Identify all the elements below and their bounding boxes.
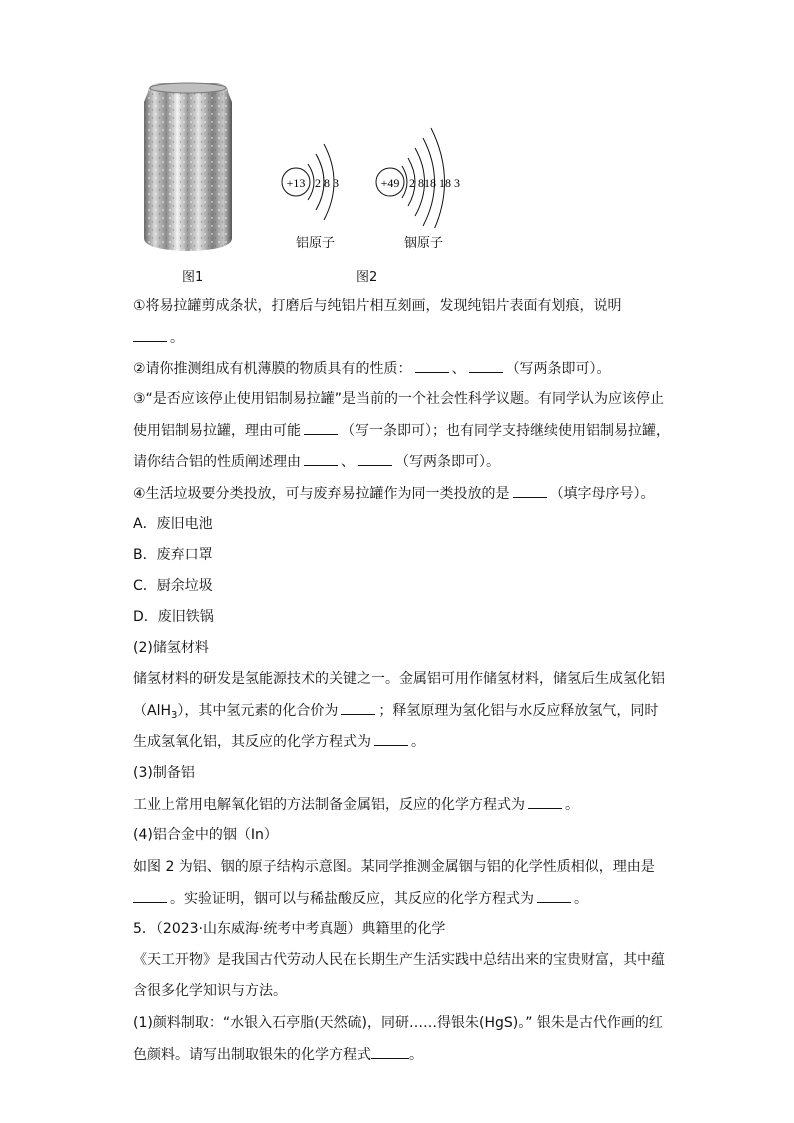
q1-line1: ①将易拉罐剪成条状，打磨后与纯铝片相互刻画，发现纯铝片表面有划痕，说明: [133, 298, 622, 314]
part4-line1: 如图 2 为铝、铟的原子结构示意图。某同学推测金属铟与铝的化学性质相似，理由是: [133, 859, 655, 875]
part2-title: (2)储氢材料: [133, 640, 209, 656]
q4-option-b: B．废弃口罩: [133, 547, 213, 563]
answer-blank[interactable]: [304, 420, 338, 435]
aluminum-can-image: [140, 80, 236, 252]
part2-line3: 生成氢氧化铝，其反应的化学方程式为 。: [133, 731, 425, 752]
answer-blank[interactable]: [415, 358, 449, 373]
q5-p1-line1: (1)颜料制取：“水银入石亭脂(天然硫)，同研……得银朱(HgS)。” 银朱是古代作画的红: [133, 1015, 663, 1031]
answer-blank[interactable]: [304, 451, 338, 466]
answer-blank[interactable]: [371, 1044, 409, 1059]
q4-line: ④生活垃圾要分类投放，可与废弃易拉罐作为同一类投放的是 （填字母序号）。: [133, 483, 655, 504]
answer-blank[interactable]: [133, 888, 167, 903]
aluminum-atom-label: 铝原子: [296, 236, 336, 251]
part2-line2: （AlH$_3$），其中氢元素的化合价为 ；释氢原理为氢化铝与水反应释放氢气，同时: [133, 700, 658, 726]
q4-option-a: A．废旧电池: [133, 516, 213, 532]
q1-line2: 。: [133, 327, 184, 348]
indium-atom: [376, 128, 460, 228]
q5-intro-line2: 含很多化学知识与方法。: [133, 983, 287, 999]
indium-atom-label: 铟原子: [404, 236, 444, 251]
answer-blank[interactable]: [537, 888, 571, 903]
indium-electron-shells: 2 818 18 3: [409, 176, 460, 190]
indium-nucleus: +49: [380, 176, 400, 190]
part4-line2: 。实验证明，铟可以与稀盐酸反应，其反应的化学方程式为 。: [133, 888, 588, 909]
answer-blank[interactable]: [341, 700, 375, 715]
q4-option-d: D．废旧铁锅: [133, 609, 214, 625]
answer-blank[interactable]: [528, 794, 562, 809]
answer-blank[interactable]: [513, 483, 547, 498]
answer-blank[interactable]: [374, 731, 408, 746]
q3-line1: ③“是否应该停止使用铝制易拉罐”是当前的一个社会性科学议题。有同学认为应该停止: [133, 391, 665, 407]
aluminum-atom: [282, 144, 339, 220]
q3-line3: 请你结合铝的性质阐述理由 、 （写两条即可）。: [133, 451, 500, 472]
q5-p1-line2: 色颜料。请写出制取银朱的化学方程式 。: [133, 1044, 423, 1065]
q5-heading: 5．（2023·山东威海·统考中考真题）典籍里的化学: [133, 921, 446, 937]
q2-line: ②请你推测组成有机薄膜的物质具有的性质： 、 （写两条即可）。: [133, 358, 611, 379]
part2-line1: 储氢材料的研发是氢能源技术的关键之一。金属铝可用作储氢材料，储氢后生成氢化铝: [133, 671, 665, 687]
figure2-caption: 图2: [356, 270, 378, 285]
answer-blank[interactable]: [358, 451, 392, 466]
q4-option-c: C．厨余垃圾: [133, 578, 213, 594]
part3-line1: 工业上常用电解氧化铝的方法制备金属铝，反应的化学方程式为 。: [133, 794, 579, 815]
figure1-caption: 图1: [182, 270, 204, 285]
answer-blank[interactable]: [469, 358, 503, 373]
q3-line2: 使用铝制易拉罐，理由可能 （写一条即可）；也有同学支持继续使用铝制易拉罐，: [133, 420, 670, 441]
part4-title: (4)铝合金中的铟（In）: [133, 827, 278, 843]
answer-blank[interactable]: [133, 327, 167, 342]
aluminum-electron-shells: 2 8 3: [315, 176, 339, 190]
atomic-structure-diagram: [278, 118, 478, 228]
q5-intro-line1: 《天工开物》是我国古代劳动人民在长期生产生活实践中总结出来的宝贵财富，其中蕴: [133, 952, 665, 968]
aluminum-nucleus: +13: [286, 176, 306, 190]
part3-title: (3)制备铝: [133, 765, 195, 781]
